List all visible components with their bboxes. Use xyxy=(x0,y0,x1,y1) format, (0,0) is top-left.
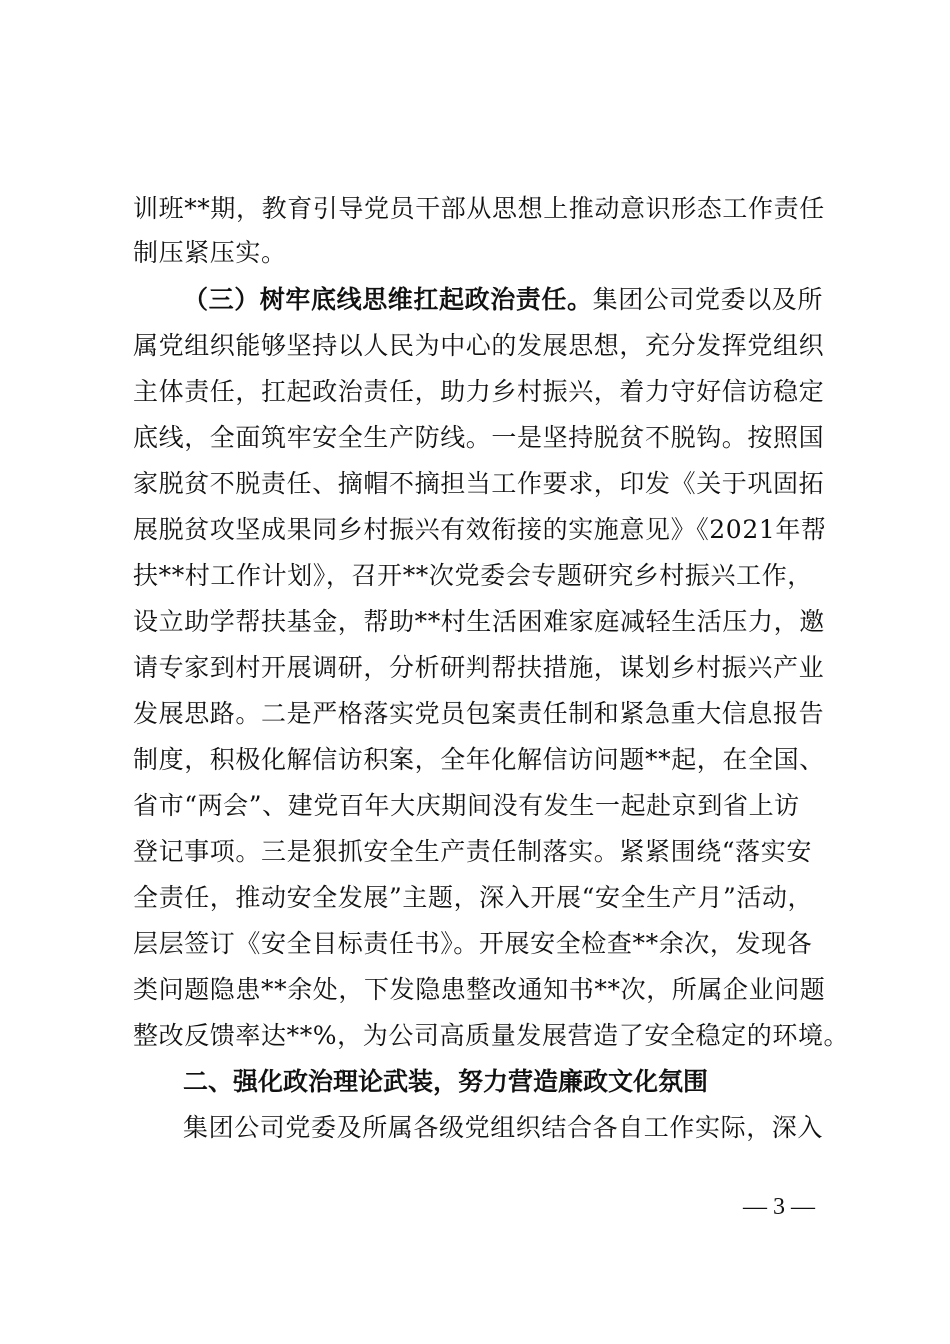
body-line-3: 底线，全面筑牢安全生产防线。一是坚持脱贫不脱钩。按照国 xyxy=(133,423,825,452)
continuation-line-1: 训班**期，教育引导党员干部从思想上推动意识形态工作责任 xyxy=(133,194,825,223)
body-line-7: 设立助学帮扶基金，帮助**村生活困难家庭减轻生活压力，邀 xyxy=(133,607,825,636)
body-line-4: 家脱贫不脱责任、摘帽不摘担当工作要求，印发《关于巩固拓 xyxy=(133,469,825,498)
body-line-2: 主体责任，扛起政治责任，助力乡村振兴，着力守好信访稳定 xyxy=(133,377,825,406)
body-line-13: 全责任，推动安全发展”主题，深入开展“安全生产月”活动， xyxy=(133,883,814,912)
body-line-12: 登记事项。三是狠抓安全生产责任制落实。紧紧围绕“落实安 xyxy=(133,837,812,866)
section-three-first-line-text: 集团公司党委以及所 xyxy=(592,285,824,314)
body-line-1: 属党组织能够坚持以人民为中心的发展思想，充分发挥党组织 xyxy=(133,331,825,360)
body-line-10: 制度，积极化解信访积案，全年化解信访问题**起，在全国、 xyxy=(133,745,825,774)
section-three-first-line xyxy=(183,278,903,322)
body-line-5: 展脱贫攻坚成果同乡村振兴有效衔接的实施意见》《2021年帮 xyxy=(133,515,827,544)
continuation-line-2: 制压紧压实。 xyxy=(133,238,287,267)
page-number: — 3 — xyxy=(743,1194,815,1220)
section-two-first-line: 集团公司党委及所属各级党组织结合各自工作实际，深入 xyxy=(183,1113,824,1142)
body-line-8: 请专家到村开展调研，分析研判帮扶措施，谋划乡村振兴产业 xyxy=(133,653,825,682)
section-two-heading: 二、强化政治理论武装，努力营造廉政文化氛围 xyxy=(183,1067,709,1096)
body-line-15: 类问题隐患**余处，下发隐患整改通知书**次，所属企业问题 xyxy=(133,975,826,1004)
body-line-11: 省市“两会”、建党百年大庆期间没有发生一起赴京到省上访 xyxy=(133,791,800,820)
section-three-heading: （三）树牢底线思维扛起政治责任。 xyxy=(183,285,593,314)
body-line-16: 整改反馈率达**%，为公司高质量发展营造了安全稳定的环境。 xyxy=(133,1021,850,1050)
body-line-9: 发展思路。二是严格落实党员包案责任制和紧急重大信息报告 xyxy=(133,699,825,728)
body-line-6: 扶**村工作计划》，召开**次党委会专题研究乡村振兴工作， xyxy=(133,561,813,590)
body-line-14: 层层签订《安全目标责任书》。开展安全检查**余次，发现各 xyxy=(133,929,813,958)
